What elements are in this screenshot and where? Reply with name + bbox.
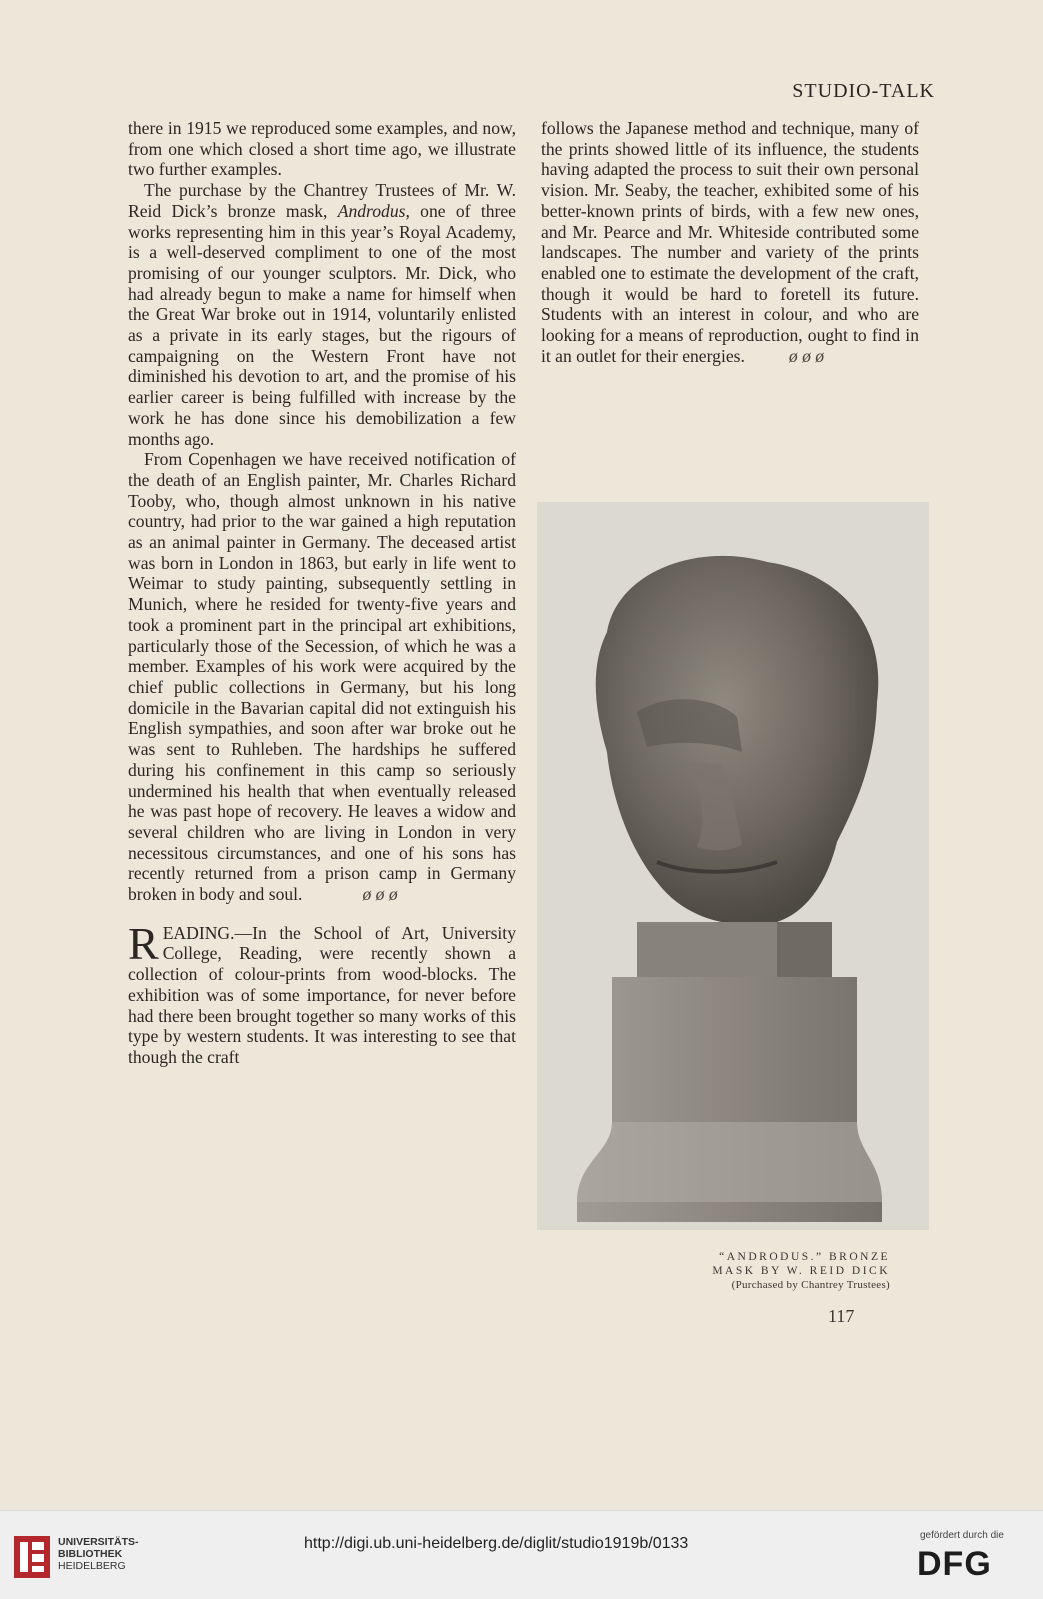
permalink-url[interactable]: http://digi.ub.uni-heidelberg.de/diglit/studio1919b/0133 [304, 1535, 689, 1552]
paragraph-reading: READING.—In the School of Art, University College, Reading, were recently shown a collection of colour-prints from wood-blocks. The exhibition was of some importance, for never before had there been brought together so many works of this type by western students. It was interesting to see that though the craft [128, 917, 516, 1067]
right-column [541, 118, 919, 366]
paragraph-reading-continued: follows the Japanese method and technique, many of the prints showed little of its influence, the students having adapted the process to suit their own personal vision. Mr. Seaby, the teacher, exhibited some of his better-known prints of birds, with a few new ones, and Mr. Pearce and Mr. Whiteside contributed some landscapes. The number and variety of the prints enabled one to estimate the development of the craft, though it would be hard to foretell its future. Students with an interest in colour, and who are looking for a means of reproduction, ought to find in it an outlet for their energies. ø ø ø [541, 118, 919, 366]
section-ornaments: ø ø ø [362, 884, 398, 905]
paragraph-intro: there in 1915 we reproduced some examples, and now, from one which closed a short time ago, we illustrate two further examples. [128, 118, 516, 180]
bronze-mask-photograph [537, 502, 929, 1230]
drop-cap: R [128, 917, 159, 969]
library-logo-icon[interactable] [14, 1536, 50, 1582]
caption-line-1: “ANDRODUS.” BRONZE [719, 1251, 890, 1263]
footer-bar [0, 1510, 1043, 1599]
funding-label: gefördert durch die [920, 1530, 1004, 1541]
left-column [128, 118, 516, 1068]
figure-caption [712, 1250, 890, 1292]
paragraph-tooby-obituary: From Copenhagen we have received notification of the death of an English painter, Mr. Charles Richard Tooby, who, though almost unknown in his native country, had prior to the war gained a high reputation as an animal painter in Germany. The deceased artist was born in London in 1863, but early in life went to Weimar to study painting, subsequently settling in Munich, where he resided for twenty-five years and took a prominent part in the principal art exhibitions, particularly those of the Secession, of which he was a member. Examples of his work were acquired by the chief public collections in Germany, but his long domicile in the Bavarian capital did not extinguish his English sympathies, and soon after war broke out he was sent to Ruhleben. The hardships he suffered during his confinement in this camp so seriously undermined his health that when eventually released he was past hope of recovery. He leaves a widow and several children who are living in London in very necessitous circumstances, and one of his sons has recently returned from a prison camp in Germany broken in body and soul. ø ø ø [128, 449, 516, 905]
running-head: STUDIO-TALK [792, 80, 935, 102]
library-name[interactable]: UNIVERSITÄTS- BIBLIOTHEK HEIDELBERG [58, 1536, 139, 1572]
dfg-logo[interactable]: DFG [917, 1545, 992, 1583]
caption-note: (Purchased by Chantrey Trustees) [731, 1279, 890, 1291]
paragraph-chantrey-purchase: The purchase by the Chantrey Trustees of Mr. W. Reid Dick’s bronze mask, Androdus, one of three works representing him in this year’s Royal Academy, is a well-deserved compliment to one of the most promising of our younger sculptors. Mr. Dick, who had already begun to make a name for himself when the Great War broke out in 1914, voluntarily enlisted as a private in its early stages, but the rigours of campaigning on the Western Front have not diminished his devotion to art, and the promise of his earlier career is being fulfilled with increase by the work he has done since his demobilization a few months ago. [128, 180, 516, 449]
caption-line-2: MASK BY W. REID DICK [712, 1265, 890, 1277]
section-ornaments: ø ø ø [788, 345, 825, 366]
page-number: 117 [828, 1306, 855, 1326]
bronze-mask-image [537, 502, 929, 1230]
artwork-title: Androdus [337, 200, 406, 221]
